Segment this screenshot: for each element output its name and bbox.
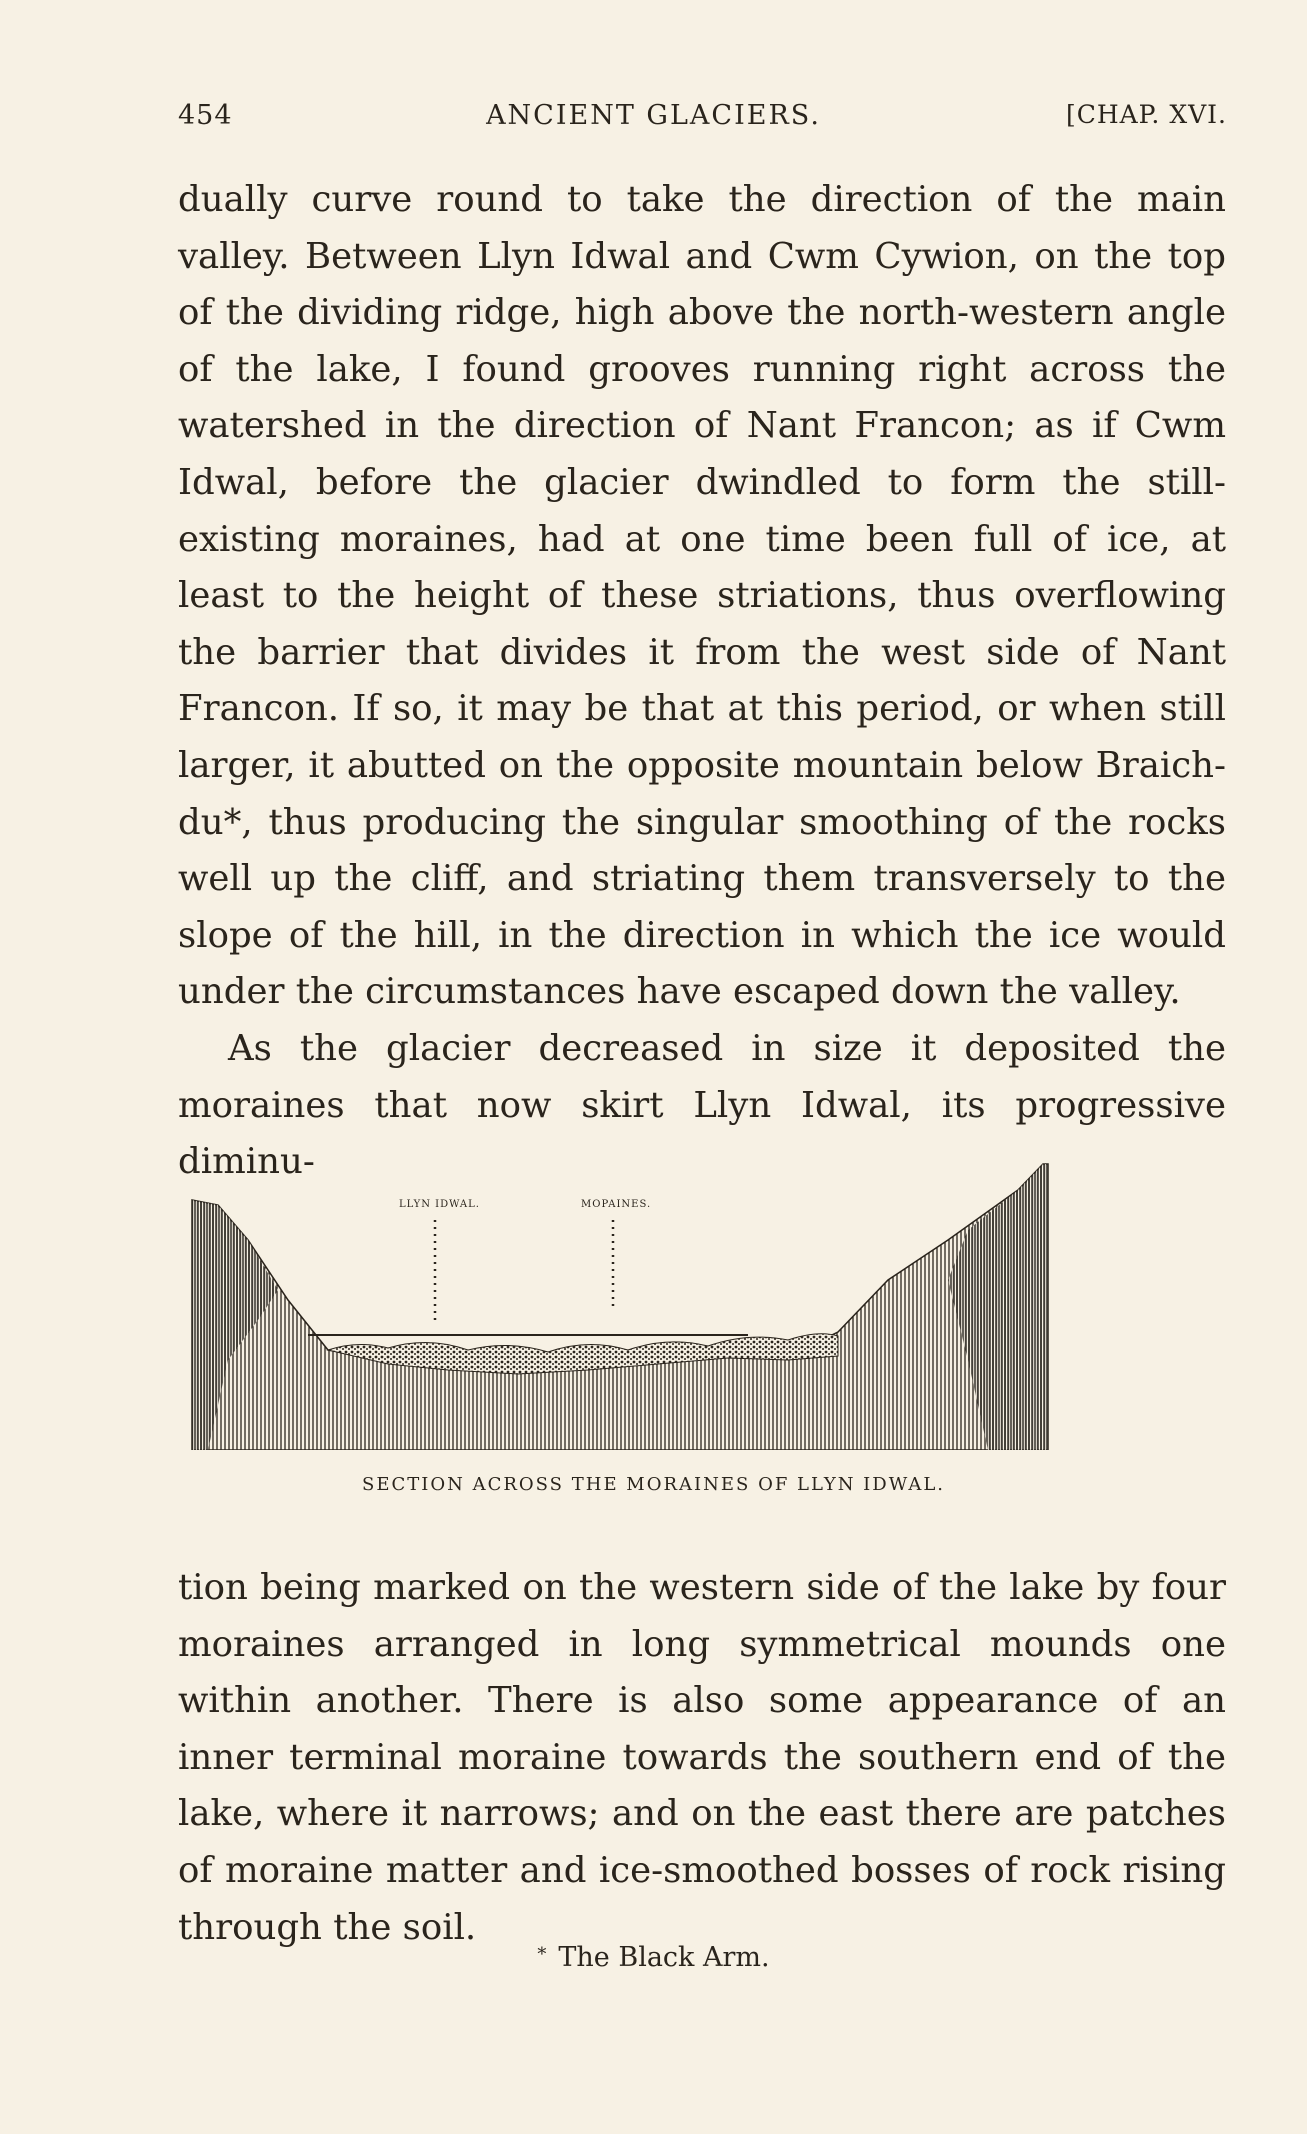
paragraph-glacier-decrease: As the glacier decreased in size it deposited the moraines that now skirt Llyn Idwal, its progressive diminu- — [178, 1027, 1226, 1183]
footnote — [0, 1942, 1307, 1973]
running-title: ANCIENT GLACIERS. — [486, 100, 821, 131]
paragraph-after-figure: tion being marked on the western side of the lake by four moraines arranged in long symmetrical mounds one within another. There is also some appearance of an inner terminal moraine towards the southern end of the lake, where it narrows; and on the east there are patches of moraine matter and ice-smoothed bosses of rock rising through the soil. — [178, 1567, 1226, 1948]
label-moraines: MOPAINES. — [581, 1199, 652, 1210]
figure-caption: SECTION ACROSS THE MORAINES OF LLYN IDWAL. — [362, 1474, 945, 1495]
footnote-text: The Black Arm. — [558, 1942, 770, 1973]
label-llyn-idwal: LLYN IDWAL. — [399, 1199, 480, 1210]
chapter-heading: [CHAP. XVI. — [1065, 100, 1227, 129]
page-number: 454 — [178, 100, 233, 131]
footnote-marker: * — [537, 1944, 547, 1965]
body-text-top — [178, 172, 1226, 1191]
paragraph-continued: dually curve round to take the direction of the main valley. Between Llyn Idwal and Cwm Cywion, on the top of the dividing ridge, high above the north-western angle of the lake, I found grooves running right across the watershed in the direction of Nant Francon; as if Cwm Idwal, before the glacier dwindled to form the still-existing moraines, had at one time been full of ice, at least to the height of these striations, thus overflowing the barrier that divides it from the west side of Nant Francon. If so, it may be that at this period, or when still larger, it abutted on the opposite mountain below Braich-du*, thus producing the singular smoothing of the rocks well up the cliff, and striating them transversely to the slope of the hill, in the direction in which the ice would under the circumstances have escaped down the valley. — [178, 179, 1226, 1013]
body-text-bottom — [178, 1560, 1226, 1956]
moraine-section-figure — [188, 1160, 1208, 1450]
